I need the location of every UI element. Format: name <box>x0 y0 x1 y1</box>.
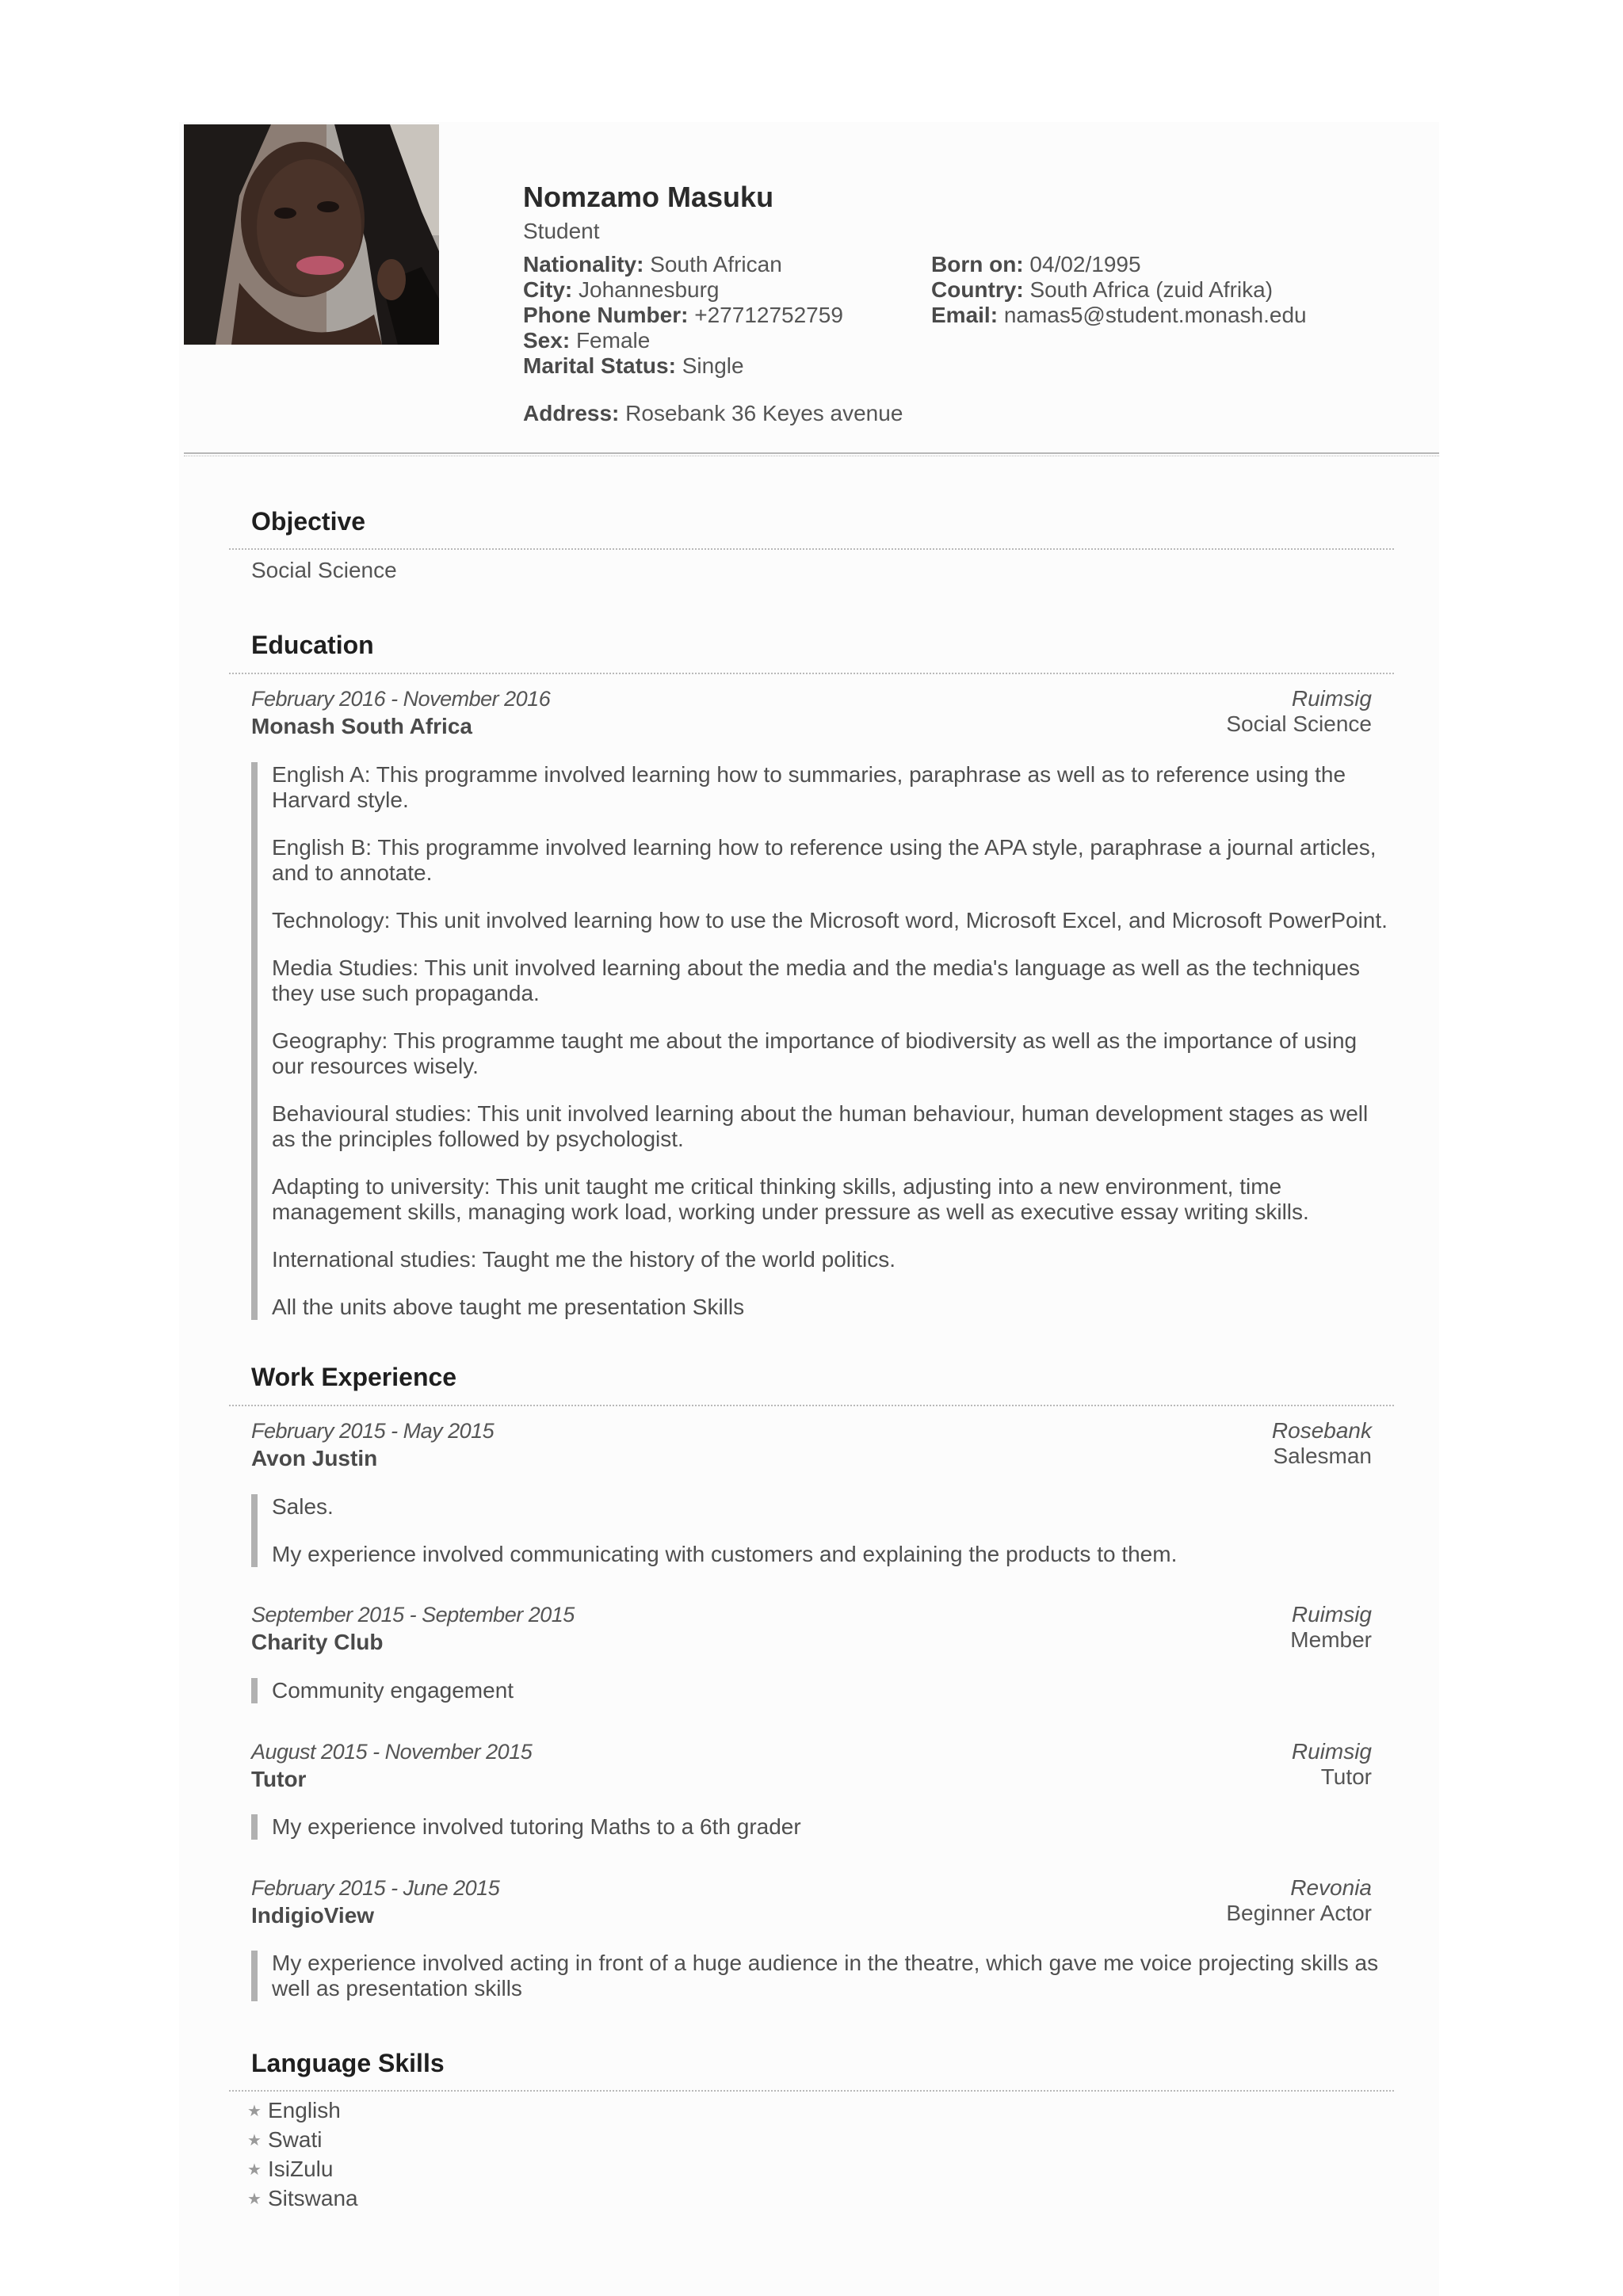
star-icon: ★ <box>247 2161 262 2179</box>
work-entry-role: Salesman <box>1273 1444 1372 1468</box>
nationality-label: Nationality: <box>523 252 644 277</box>
education-description <box>251 762 1392 1320</box>
work-item: My experience involved acting in front of a huge audience in the theatre, which gave me voice projecting skills as well as presentation skills <box>272 1951 1379 2000</box>
languages-heading: Language Skills <box>251 2049 445 2077</box>
phone-label: Phone Number: <box>523 303 689 327</box>
work-entry-location: Ruimsig <box>1291 1739 1372 1764</box>
work-entry-location: Revonia <box>1290 1875 1372 1900</box>
work-item: My experience involved tutoring Maths to a 6th grader <box>272 1814 801 1839</box>
language-list <box>246 2096 358 2214</box>
language-item <box>246 2096 358 2126</box>
objective-heading: Objective <box>251 507 366 536</box>
person-title: Student <box>523 219 600 243</box>
address-label: Address: <box>523 401 620 425</box>
work-heading: Work Experience <box>251 1363 457 1391</box>
education-item: Technology: This unit involved learning how to use the Microsoft word, Microsoft Excel, and Microsoft PowerPoint. <box>272 908 1388 933</box>
language-name: Swati <box>268 2127 323 2152</box>
work-entry-date: February 2015 - June 2015 <box>251 1876 500 1900</box>
education-item: International studies: Taught me the history of the world politics. <box>272 1247 896 1272</box>
phone-value: +27712752759 <box>694 303 843 327</box>
person-name: Nomzamo Masuku <box>523 181 774 213</box>
education-entry-location: Ruimsig <box>1291 686 1372 711</box>
work-entry-description <box>251 1494 1392 1567</box>
education-item: Media Studies: This unit involved learning about the media and the media's language as well as the techniques they use such propaganda. <box>272 955 1361 1005</box>
work-entry-location: Ruimsig <box>1291 1602 1372 1627</box>
education-heading: Education <box>251 631 374 659</box>
star-icon: ★ <box>247 2191 262 2208</box>
country-value: South Africa (zuid Afrika) <box>1029 277 1274 302</box>
work-entry-description <box>251 1814 1392 1840</box>
objective-divider <box>229 548 1394 550</box>
work-item: Sales. <box>272 1494 334 1519</box>
language-item <box>246 2126 358 2155</box>
city-value: Johannesburg <box>579 277 720 302</box>
work-entry-location: Rosebank <box>1271 1418 1372 1443</box>
education-item: Geography: This programme taught me about the importance of biodiversity as well as the importance of using our resources wisely. <box>272 1028 1358 1078</box>
email-value[interactable]: namas5@student.monash.edu <box>1003 303 1307 327</box>
education-entry-role: Social Science <box>1226 711 1372 736</box>
country-row <box>931 277 1307 303</box>
email-row <box>931 303 1307 328</box>
personal-details-left <box>523 252 843 379</box>
star-icon: ★ <box>247 2103 262 2120</box>
education-item: English B: This programme involved learning how to reference using the APA style, paraphrase a journal articles, and to annotate. <box>272 835 1377 885</box>
city-label: City: <box>523 277 573 302</box>
language-name: English <box>268 2098 341 2122</box>
education-item: All the units above taught me presentation Skills <box>272 1295 745 1319</box>
city-row <box>523 277 843 303</box>
work-entry-date: September 2015 - September 2015 <box>251 1603 575 1627</box>
work-entry-role: Tutor <box>1320 1764 1372 1789</box>
education-divider <box>229 673 1394 674</box>
objective-text: Social Science <box>251 558 397 582</box>
address-value: Rosebank 36 Keyes avenue <box>625 401 903 425</box>
marital-label: Marital Status: <box>523 353 676 378</box>
work-item: My experience involved communicating with customers and explaining the products to them. <box>272 1542 1178 1566</box>
header-divider <box>184 452 1439 456</box>
education-entry-date: February 2016 - November 2016 <box>251 687 551 711</box>
work-entry-description <box>251 1678 1392 1703</box>
phone-row <box>523 303 843 328</box>
profile-photo <box>184 124 439 345</box>
work-entry-date: August 2015 - November 2015 <box>251 1740 533 1764</box>
work-item: Community engagement <box>272 1678 514 1703</box>
marital-row <box>523 353 843 379</box>
email-label: Email: <box>931 303 999 327</box>
star-icon: ★ <box>247 2132 262 2149</box>
language-name: Sitswana <box>268 2186 358 2210</box>
sex-row <box>523 328 843 353</box>
sex-value: Female <box>575 328 651 353</box>
work-entry-org: IndigioView <box>251 1903 375 1928</box>
born-label: Born on: <box>931 252 1024 277</box>
country-label: Country: <box>931 277 1024 302</box>
profile-photo-image <box>184 124 439 345</box>
education-item: English A: This programme involved learning how to summaries, paraphrase as well as to reference using the Harvard style. <box>272 762 1346 812</box>
work-entry-org: Avon Justin <box>251 1446 378 1470</box>
nationality-row <box>523 252 843 277</box>
work-entry-org: Tutor <box>251 1767 307 1791</box>
education-item: Behavioural studies: This unit involved learning about the human behaviour, human development stages as well as the principles followed by psychologist. <box>272 1101 1369 1151</box>
work-entry-description <box>251 1951 1392 2001</box>
personal-details-right <box>931 252 1307 328</box>
work-entry-role: Beginner Actor <box>1226 1901 1372 1925</box>
work-entry-org: Charity Club <box>251 1630 384 1654</box>
nationality-value: South African <box>650 252 782 277</box>
work-entry-date: February 2015 - May 2015 <box>251 1419 495 1443</box>
born-value: 04/02/1995 <box>1029 252 1141 277</box>
language-item <box>246 2155 358 2184</box>
profile-header <box>523 179 1419 425</box>
sex-label: Sex: <box>523 328 571 353</box>
address-row <box>523 401 903 426</box>
work-entry-role: Member <box>1290 1627 1372 1652</box>
marital-value: Single <box>682 353 744 378</box>
language-name: IsiZulu <box>268 2157 334 2181</box>
language-item <box>246 2184 358 2214</box>
education-entry-org: Monash South Africa <box>251 714 472 738</box>
born-row <box>931 252 1307 277</box>
education-item: Adapting to university: This unit taught me critical thinking skills, adjusting into a new environment, time management skills, managing work load, working under pressure as well as executive essay writing skills. <box>272 1174 1309 1224</box>
languages-divider <box>229 2090 1394 2092</box>
work-divider <box>229 1405 1394 1406</box>
